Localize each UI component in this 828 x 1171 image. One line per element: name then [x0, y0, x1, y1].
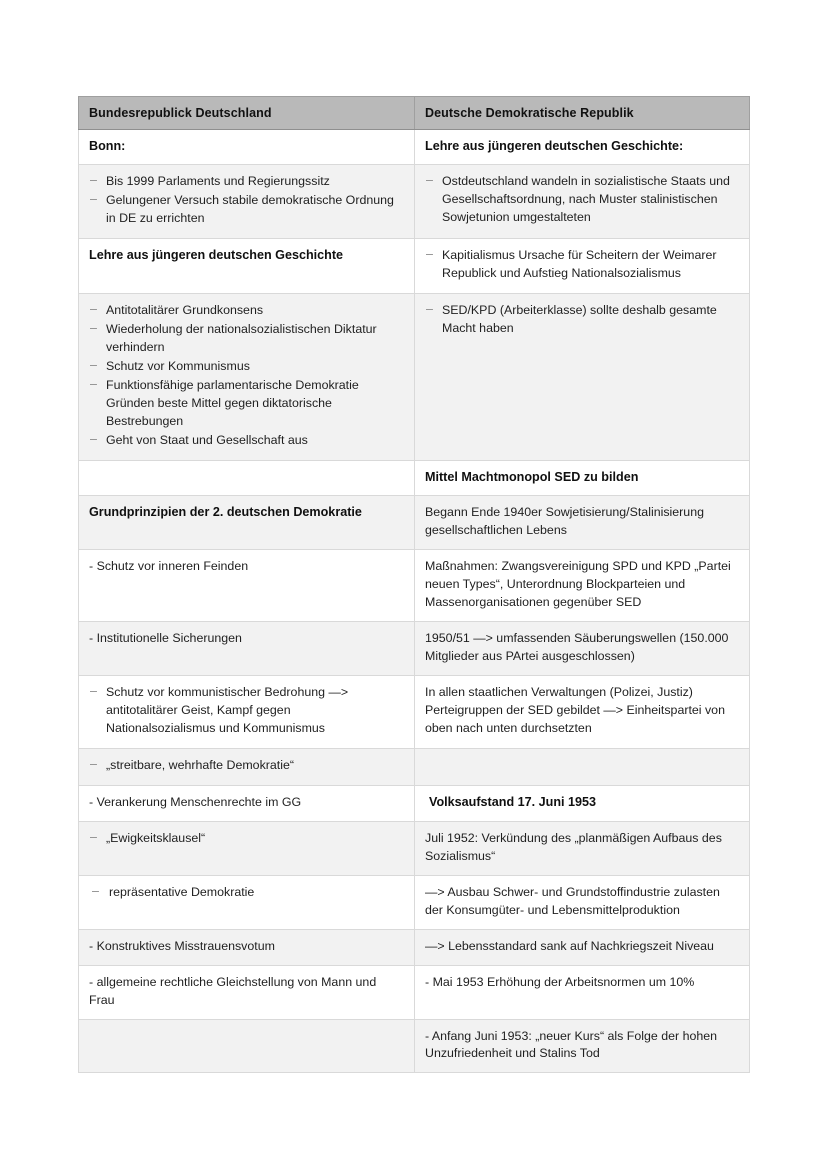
- dash-bullet-list: [89, 830, 403, 848]
- table-row: [79, 549, 750, 621]
- dash-bullet-list: [89, 302, 403, 450]
- list-item: – Geht von Staat und Gesellschaft aus: [89, 432, 403, 450]
- table-row: [79, 460, 750, 495]
- list-item: – „Ewigkeitsklausel“: [89, 830, 403, 848]
- cell-paragraph: Begann Ende 1940er Sowjetisierung/Stalinisierung gesellschaftlichen Lebens: [425, 504, 704, 537]
- table-cell-empty: [79, 460, 415, 495]
- cell-paragraph: - Anfang Juni 1953: „neuer Kurs“ als Folge der hohen Unzufriedenheit und Stalins Tod: [425, 1028, 718, 1061]
- cell-paragraph: - Institutionelle Sicherungen: [89, 630, 242, 645]
- list-item: – repräsentative Demokratie: [89, 884, 403, 902]
- table-cell-text: [79, 621, 415, 675]
- list-item: – Gelungener Versuch stabile demokratische Ordnung in DE zu errichten: [89, 192, 403, 228]
- table-cell-empty: [415, 748, 750, 785]
- column-header-ddr: Deutsche Demokratische Republik: [415, 97, 750, 130]
- table-row: [79, 621, 750, 675]
- dash-bullet-list: [425, 302, 738, 338]
- cell-paragraph: - Konstruktives Misstrauensvotum: [89, 938, 275, 953]
- table-cell-text: [415, 1019, 750, 1073]
- table-cell-text: [415, 495, 750, 549]
- cell-paragraph: Juli 1952: Verkündung des „planmäßigen Aufbaus des Sozialismus“: [425, 830, 722, 863]
- table-cell-list: [79, 821, 415, 875]
- cell-heading-text: Mittel Machtmonopol SED zu bilden: [425, 469, 639, 484]
- table-row: [79, 748, 750, 785]
- dash-bullet-list: [425, 173, 738, 227]
- header-row: [79, 97, 750, 130]
- table-cell-list: [79, 875, 415, 929]
- cell-paragraph: —> Ausbau Schwer- und Grundstoffindustrie zulasten der Konsumgüter- und Lebensmittelproduktion: [425, 884, 720, 917]
- table-cell-list: [79, 748, 415, 785]
- list-item: – SED/KPD (Arbeiterklasse) sollte deshalb gesamte Macht haben: [425, 302, 738, 338]
- column-header-brd: Bundesrepublick Deutschland: [79, 97, 415, 130]
- table-row: [79, 130, 750, 165]
- table-cell-text: [79, 965, 415, 1019]
- list-item: – Antitotalitärer Grundkonsens: [89, 302, 403, 320]
- dash-bullet-list: [89, 173, 403, 228]
- table-cell-text: [415, 621, 750, 675]
- cell-paragraph: - Verankerung Menschenrechte im GG: [89, 794, 302, 809]
- comparison-table-container: [78, 96, 749, 1073]
- table-cell-heading: [79, 495, 415, 549]
- dash-bullet-list: [89, 757, 403, 775]
- table-cell-list: [415, 165, 750, 239]
- table-row: [79, 1019, 750, 1073]
- comparison-table: [78, 96, 750, 1073]
- cell-heading-text: Bonn:: [89, 139, 126, 153]
- cell-paragraph: In allen staatlichen Verwaltungen (Polizei, Justiz) Perteigruppen der SED gebildet —> Einheitspartei von oben nach unten durchsetzten: [425, 684, 725, 735]
- table-cell-text: [415, 675, 750, 748]
- cell-paragraph: Maßnahmen: Zwangsvereinigung SPD und KPD „Partei neuen Types“, Unterordnung Blockparteien und Massenorganisationen gegenüber SED: [425, 558, 731, 609]
- list-item: – Schutz vor Kommunismus: [89, 358, 403, 376]
- list-item: – Funktionsfähige parlamentarische Demokratie Gründen beste Mittel gegen diktatorische Bestrebungen: [89, 377, 403, 431]
- list-item: – „streitbare, wehrhafte Demokratie“: [89, 757, 403, 775]
- cell-paragraph: - Schutz vor inneren Feinden: [89, 558, 249, 573]
- table-row: [79, 165, 750, 239]
- table-body: [79, 130, 750, 1073]
- table-row: [79, 821, 750, 875]
- cell-paragraph: - Mai 1953 Erhöhung der Arbeitsnormen um 10%: [425, 974, 695, 989]
- table-cell-text: [79, 785, 415, 821]
- table-cell-text: [415, 965, 750, 1019]
- table-cell-heading: [415, 460, 750, 495]
- table-row: [79, 875, 750, 929]
- list-item: – Kapitialismus Ursache für Scheitern der Weimarer Republick und Aufstieg Nationalsozialismus: [425, 247, 738, 283]
- cell-paragraph: 1950/51 —> umfassenden Säuberungswellen (150.000 Mitglieder aus PArtei ausgeschlossen): [425, 630, 729, 663]
- table-row: [79, 675, 750, 748]
- list-item: – Ostdeutschland wandeln in sozialistische Staats und Gesellschaftsordnung, nach Muster stalinistischen Sowjetunion umgestalteten: [425, 173, 738, 227]
- table-cell-text: [79, 549, 415, 621]
- table-row: [79, 293, 750, 460]
- table-row: [79, 238, 750, 293]
- table-header: [79, 97, 750, 130]
- table-cell-text: [79, 929, 415, 965]
- cell-heading-text: Lehre aus jüngeren deutschen Geschichte:: [425, 139, 684, 153]
- table-row: [79, 965, 750, 1019]
- cell-heading-text: Grundprinzipien der 2. deutschen Demokratie: [89, 504, 362, 519]
- table-row: [79, 785, 750, 821]
- cell-heading-text: Lehre aus jüngeren deutschen Geschichte: [89, 247, 344, 262]
- list-item: – Wiederholung der nationalsozialistischen Diktatur verhindern: [89, 321, 403, 357]
- cell-paragraph: —> Lebensstandard sank auf Nachkriegszeit Niveau: [425, 938, 714, 953]
- cell-heading-text: Volksaufstand 17. Juni 1953: [429, 794, 597, 809]
- dash-bullet-list: [89, 684, 403, 738]
- table-cell-text: [415, 875, 750, 929]
- table-cell-heading: [79, 238, 415, 293]
- table-cell-list: [415, 238, 750, 293]
- table-row: [79, 929, 750, 965]
- cell-paragraph: - allgemeine rechtliche Gleichstellung von Mann und Frau: [89, 974, 377, 1007]
- table-cell-text: [415, 549, 750, 621]
- table-cell-text: [415, 929, 750, 965]
- table-row: [79, 495, 750, 549]
- dash-bullet-list: [89, 884, 403, 902]
- dash-bullet-list: [425, 247, 738, 283]
- table-cell-heading: [79, 130, 415, 165]
- list-item: – Schutz vor kommunistischer Bedrohung —> antitotalitärer Geist, Kampf gegen Nationalsozialismus und Kommunismus: [89, 684, 403, 738]
- table-cell-text: [415, 821, 750, 875]
- list-item: – Bis 1999 Parlaments und Regierungssitz: [89, 173, 403, 191]
- table-cell-list: [79, 165, 415, 239]
- table-cell-list: [415, 293, 750, 460]
- table-cell-list: [79, 675, 415, 748]
- table-cell-heading: [415, 785, 750, 821]
- table-cell-heading: [415, 130, 750, 165]
- table-cell-list: [79, 293, 415, 460]
- table-cell-empty: [79, 1019, 415, 1073]
